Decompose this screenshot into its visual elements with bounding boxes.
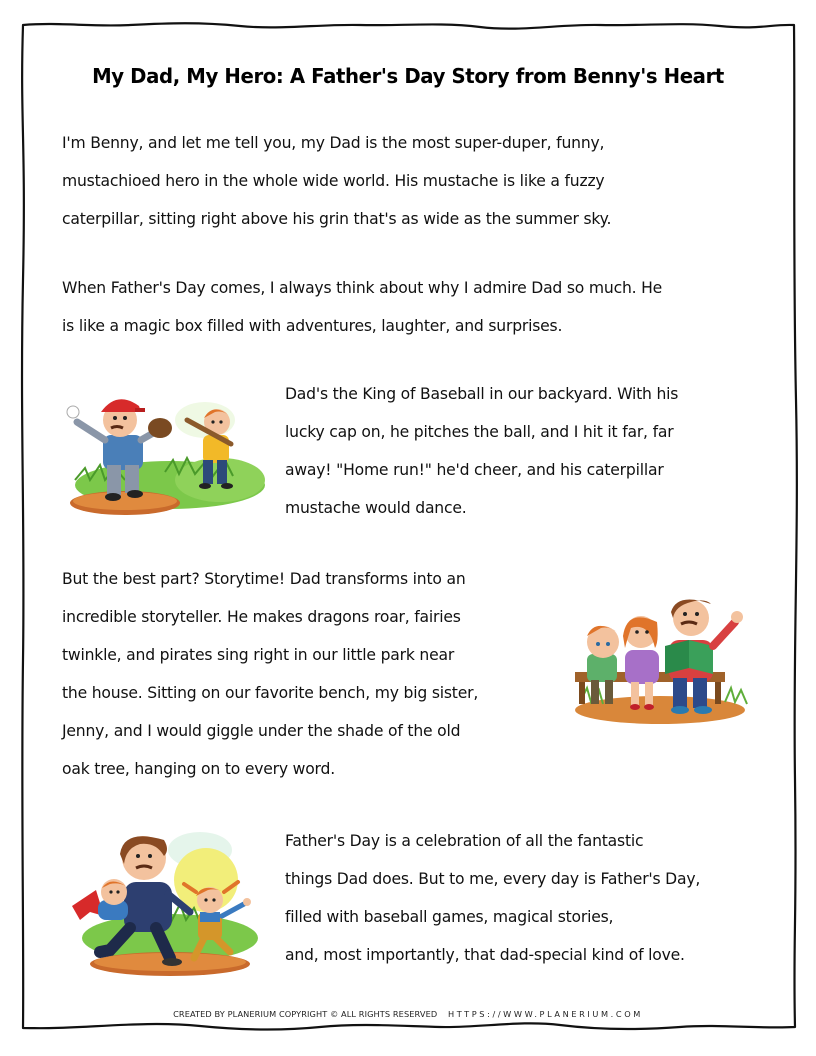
paragraph-celebration [285, 822, 700, 974]
text-line: mustachioed hero in the whole wide world. His mustache is like a fuzzy [62, 172, 605, 190]
paragraph-storytime [62, 560, 478, 788]
text-line: mustache would dance. [285, 499, 467, 517]
text-line: is like a magic box filled with adventures, laughter, and surprises. [62, 317, 563, 335]
text-line: But the best part? Storytime! Dad transforms into an [62, 570, 466, 588]
text-line: things Dad does. But to me, every day is Father's Day, [285, 870, 701, 888]
dad-running-with-kids-illustration [60, 820, 265, 980]
text-line: incredible storyteller. He makes dragons roar, fairies [62, 608, 461, 626]
paragraph-fathers-day [62, 269, 662, 345]
page-title: My Dad, My Hero: A Father's Day Story from Benny's Heart [92, 64, 724, 88]
text-line: away! "Home run!" he'd cheer, and his caterpillar [285, 461, 664, 479]
text-line: Father's Day is a celebration of all the fantastic [285, 832, 644, 850]
text-line: lucky cap on, he pitches the ball, and I hit it far, far [285, 423, 674, 441]
text-line: filled with baseball games, magical stories, [285, 908, 614, 926]
dad-pitching-baseball-illustration [55, 380, 265, 520]
copyright-credit: CREATED BY PLANERIUM COPYRIGHT © ALL RIGHTS RESERVED [173, 1009, 438, 1019]
dad-reading-storybook-illustration [565, 592, 760, 727]
footer [0, 1009, 816, 1019]
text-line: oak tree, hanging on to every word. [62, 760, 335, 778]
paragraph-intro [62, 124, 611, 238]
text-line: When Father's Day comes, I always think about why I admire Dad so much. He [62, 279, 663, 297]
text-line: I'm Benny, and let me tell you, my Dad is the most super-duper, funny, [62, 134, 605, 152]
text-line: twinkle, and pirates sing right in our little park near [62, 646, 455, 664]
text-line: Dad's the King of Baseball in our backyard. With his [285, 385, 679, 403]
text-line: caterpillar, sitting right above his grin that's as wide as the summer sky. [62, 210, 612, 228]
text-line: Jenny, and I would giggle under the shade of the old [62, 722, 461, 740]
text-line: the house. Sitting on our favorite bench, my big sister, [62, 684, 479, 702]
website-link[interactable]: HTTPS://WWW.PLANERIUM.COM [447, 1009, 643, 1019]
paragraph-baseball [285, 375, 678, 527]
text-line: and, most importantly, that dad-special kind of love. [285, 946, 685, 964]
